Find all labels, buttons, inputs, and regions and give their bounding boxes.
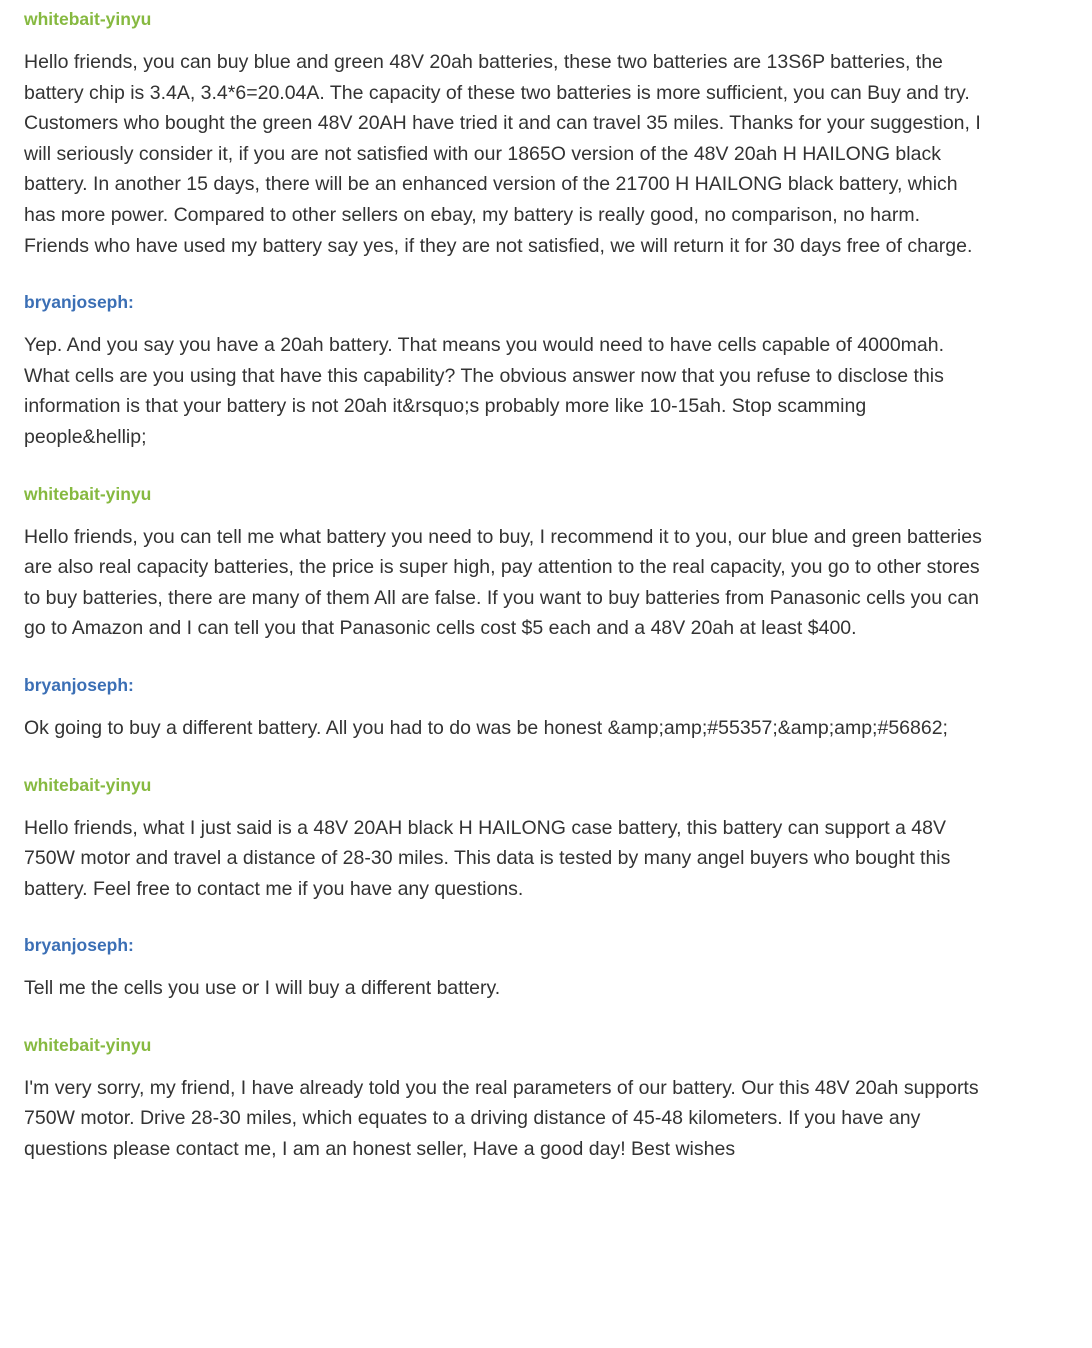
message-text: Hello friends, you can tell me what battery you need to buy, I recommend it to you, our blue and green batteries are also real capacity batteries, the price is super high, pay attention to the real capacity, you go to other stores to buy batteries, there are many of them All are false. If you want to buy batteries from Panasonic cells you can go to Amazon and I can tell you that Panasonic cells cost $5 each and a 48V 20ah at least $400. xyxy=(24,525,982,640)
message-text: Yep. And you say you have a 20ah battery. That means you would need to have cells capable of 4000mah. What cells are you using that have this capability? The obvious answer now that you refuse to disclose this information is that your battery is not 20ah it&rsquo;s probably more like 10-15ah. Stop scamming people&hellip; xyxy=(24,334,945,448)
author-username-link[interactable]: whitebait-yinyu xyxy=(24,1034,152,1055)
author-username-link[interactable]: whitebait-yinyu xyxy=(24,483,152,504)
message-block xyxy=(24,934,1068,1004)
author-username-link[interactable]: whitebait-yinyu xyxy=(24,774,152,795)
message-block xyxy=(24,291,1068,452)
author-username-link[interactable]: bryanjoseph: xyxy=(24,674,134,695)
author-username-link[interactable]: bryanjoseph: xyxy=(24,935,134,956)
message-text: Tell me the cells you use or I will buy a different battery. xyxy=(24,977,501,1000)
message-text: Hello friends, you can buy blue and green 48V 20ah batteries, these two batteries are 13S6P batteries, the battery chip is 3.4A, 3.4*6=20.04A. The capacity of these two batteries is more sufficient, you can Buy and try. Customers who bought the green 48V 20AH have tried it and can travel 35 miles. Thanks for your suggestion, I will seriously consider it, if you are not satisfied with our 1865O version of the 48V 20ah H HAILONG black battery. In another 15 days, there will be an enhanced version of the 21700 H HAILONG black battery, which has more power. Compared to other sellers on ebay, my battery is really good, no comparison, no harm. Friends who have used my battery say yes, if they are not satisfied, we will return it for 30 days free of charge. xyxy=(24,51,981,257)
message-block xyxy=(24,774,1068,905)
message-block xyxy=(24,1034,1068,1165)
message-block xyxy=(24,674,1068,744)
message-block xyxy=(24,483,1068,644)
message-text: Ok going to buy a different battery. All you had to do was be honest &amp;amp;#55357;&amp;amp;#56862; xyxy=(24,716,948,739)
message-block xyxy=(24,8,1068,261)
author-username-link[interactable]: bryanjoseph: xyxy=(24,292,134,313)
message-text: Hello friends, what I just said is a 48V 20AH black H HAILONG case battery, this battery can support a 48V 750W motor and travel a distance of 28-30 miles. This data is tested by many angel buyers who bought this battery. Feel free to contact me if you have any questions. xyxy=(24,816,951,900)
author-username-link[interactable]: whitebait-yinyu xyxy=(24,9,152,29)
message-text: I'm very sorry, my friend, I have already told you the real parameters of our battery. Our this 48V 20ah supports 750W motor. Drive 28-30 miles, which equates to a driving distance of 45-48 kilometers. If you have any questions please contact me, I am an honest seller, Have a good day! Best wishes xyxy=(24,1076,979,1161)
